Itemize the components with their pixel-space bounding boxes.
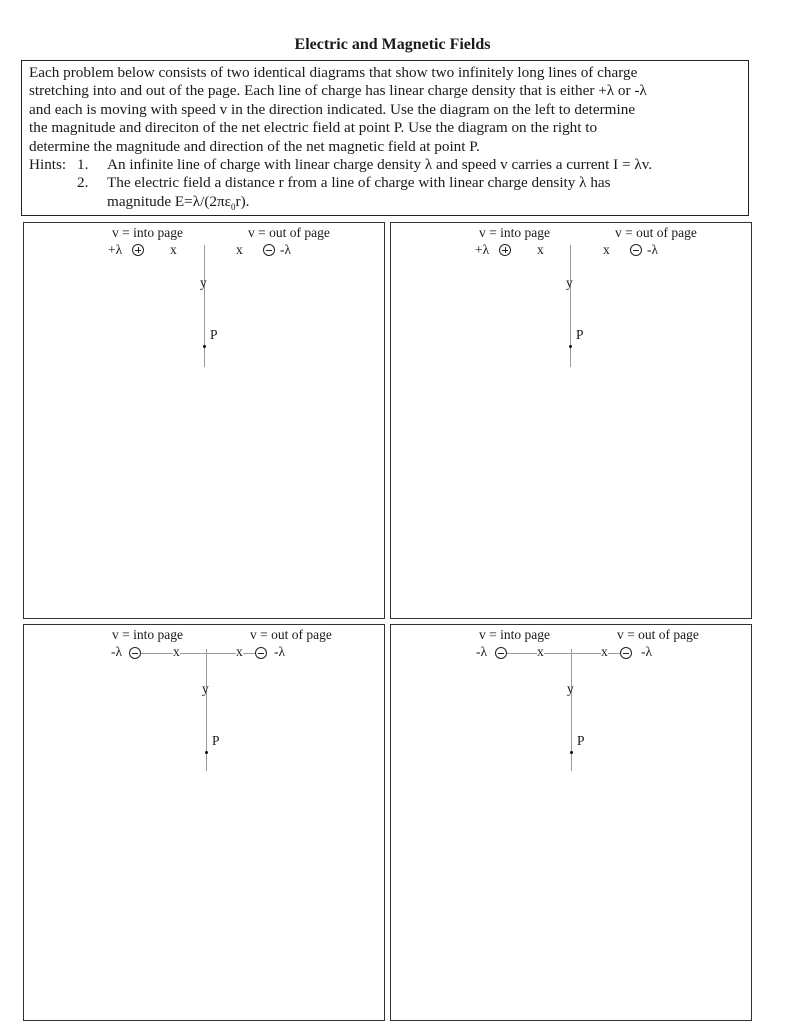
hints-label: Hints: [29,156,67,174]
y-label: y [566,275,573,290]
hint-text: The electric field a distance r from a line of charge with linear charge density λ has [107,174,611,192]
minus-charge-icon [263,244,275,256]
charge-density-label: -λ [274,644,286,659]
charge-density-label: +λ [108,242,123,257]
velocity-into-label: v = into page [112,627,183,642]
x-label: x [236,644,243,659]
problem-2-magnetic-diagram [390,624,752,1021]
formula [29,193,249,216]
hint-2-continuation [29,193,741,216]
y-label: y [200,275,207,290]
charge-density-label: -λ [280,242,292,257]
instruction-line: stretching into and out of the page. Each line of charge has linear charge density that is either +λ or -λ [29,82,647,100]
y-label: y [202,681,209,696]
hint-2 [29,174,741,192]
hint-number: 2. [77,174,89,192]
minus-charge-icon [495,647,507,659]
instructions-box [21,60,749,216]
problem-1-electric-diagram [23,222,385,619]
velocity-out-label: v = out of page [248,225,330,240]
problem-2-electric-diagram [23,624,385,1021]
charge-density-label: +λ [475,242,490,257]
point-p-dot [205,751,208,754]
velocity-out-label: v = out of page [250,627,332,642]
y-axis-line [570,245,571,367]
point-p-dot [570,751,573,754]
plus-charge-icon [499,244,511,256]
problem-1-magnetic-diagram [390,222,752,619]
minus-charge-icon [620,647,632,659]
charge-density-label: -λ [476,644,488,659]
y-axis-line [204,245,205,367]
velocity-into-label: v = into page [112,225,183,240]
point-label: P [576,327,584,342]
charge-density-label: -λ [647,242,659,257]
x-label: x [603,242,610,257]
page-title: Electric and Magnetic Fields [294,36,491,53]
y-label: y [567,681,574,696]
velocity-into-label: v = into page [479,225,550,240]
hint-1 [29,156,741,174]
velocity-out-label: v = out of page [617,627,699,642]
instruction-line: determine the magnitude and direction of the net magnetic field at point P. [29,137,480,155]
hint-text: An infinite line of charge with linear charge density λ and speed v carries a current I = λv. [107,156,653,174]
minus-charge-icon [129,647,141,659]
x-label: x [170,242,177,257]
charge-density-label: -λ [111,644,123,659]
instruction-line: Each problem below consists of two identical diagrams that show two infinitely long lines of charge [29,64,638,81]
minus-charge-icon [630,244,642,256]
instruction-line: and each is moving with speed v in the direction indicated. Use the diagram on the left to determine [29,100,636,118]
velocity-into-label: v = into page [479,627,550,642]
x-label: x [173,644,180,659]
x-label: x [537,242,544,257]
formula-prefix: magnitude E=λ/(2πε [107,192,232,210]
hint-number: 1. [77,156,89,174]
point-p-dot [569,345,572,348]
instruction-line: the magnitude and direciton of the net electric field at point P. Use the diagram on the right to [29,119,598,137]
point-label: P [577,733,585,748]
formula-subscript: 0 [231,201,236,212]
point-label: P [212,733,220,748]
plus-charge-icon [132,244,144,256]
point-label: P [210,327,218,342]
charge-density-label: -λ [641,644,653,659]
formula-suffix: r). [235,192,250,210]
x-label: x [537,644,544,659]
x-label: x [601,644,608,659]
point-p-dot [203,345,206,348]
x-label: x [236,242,243,257]
minus-charge-icon [255,647,267,659]
velocity-out-label: v = out of page [615,225,697,240]
